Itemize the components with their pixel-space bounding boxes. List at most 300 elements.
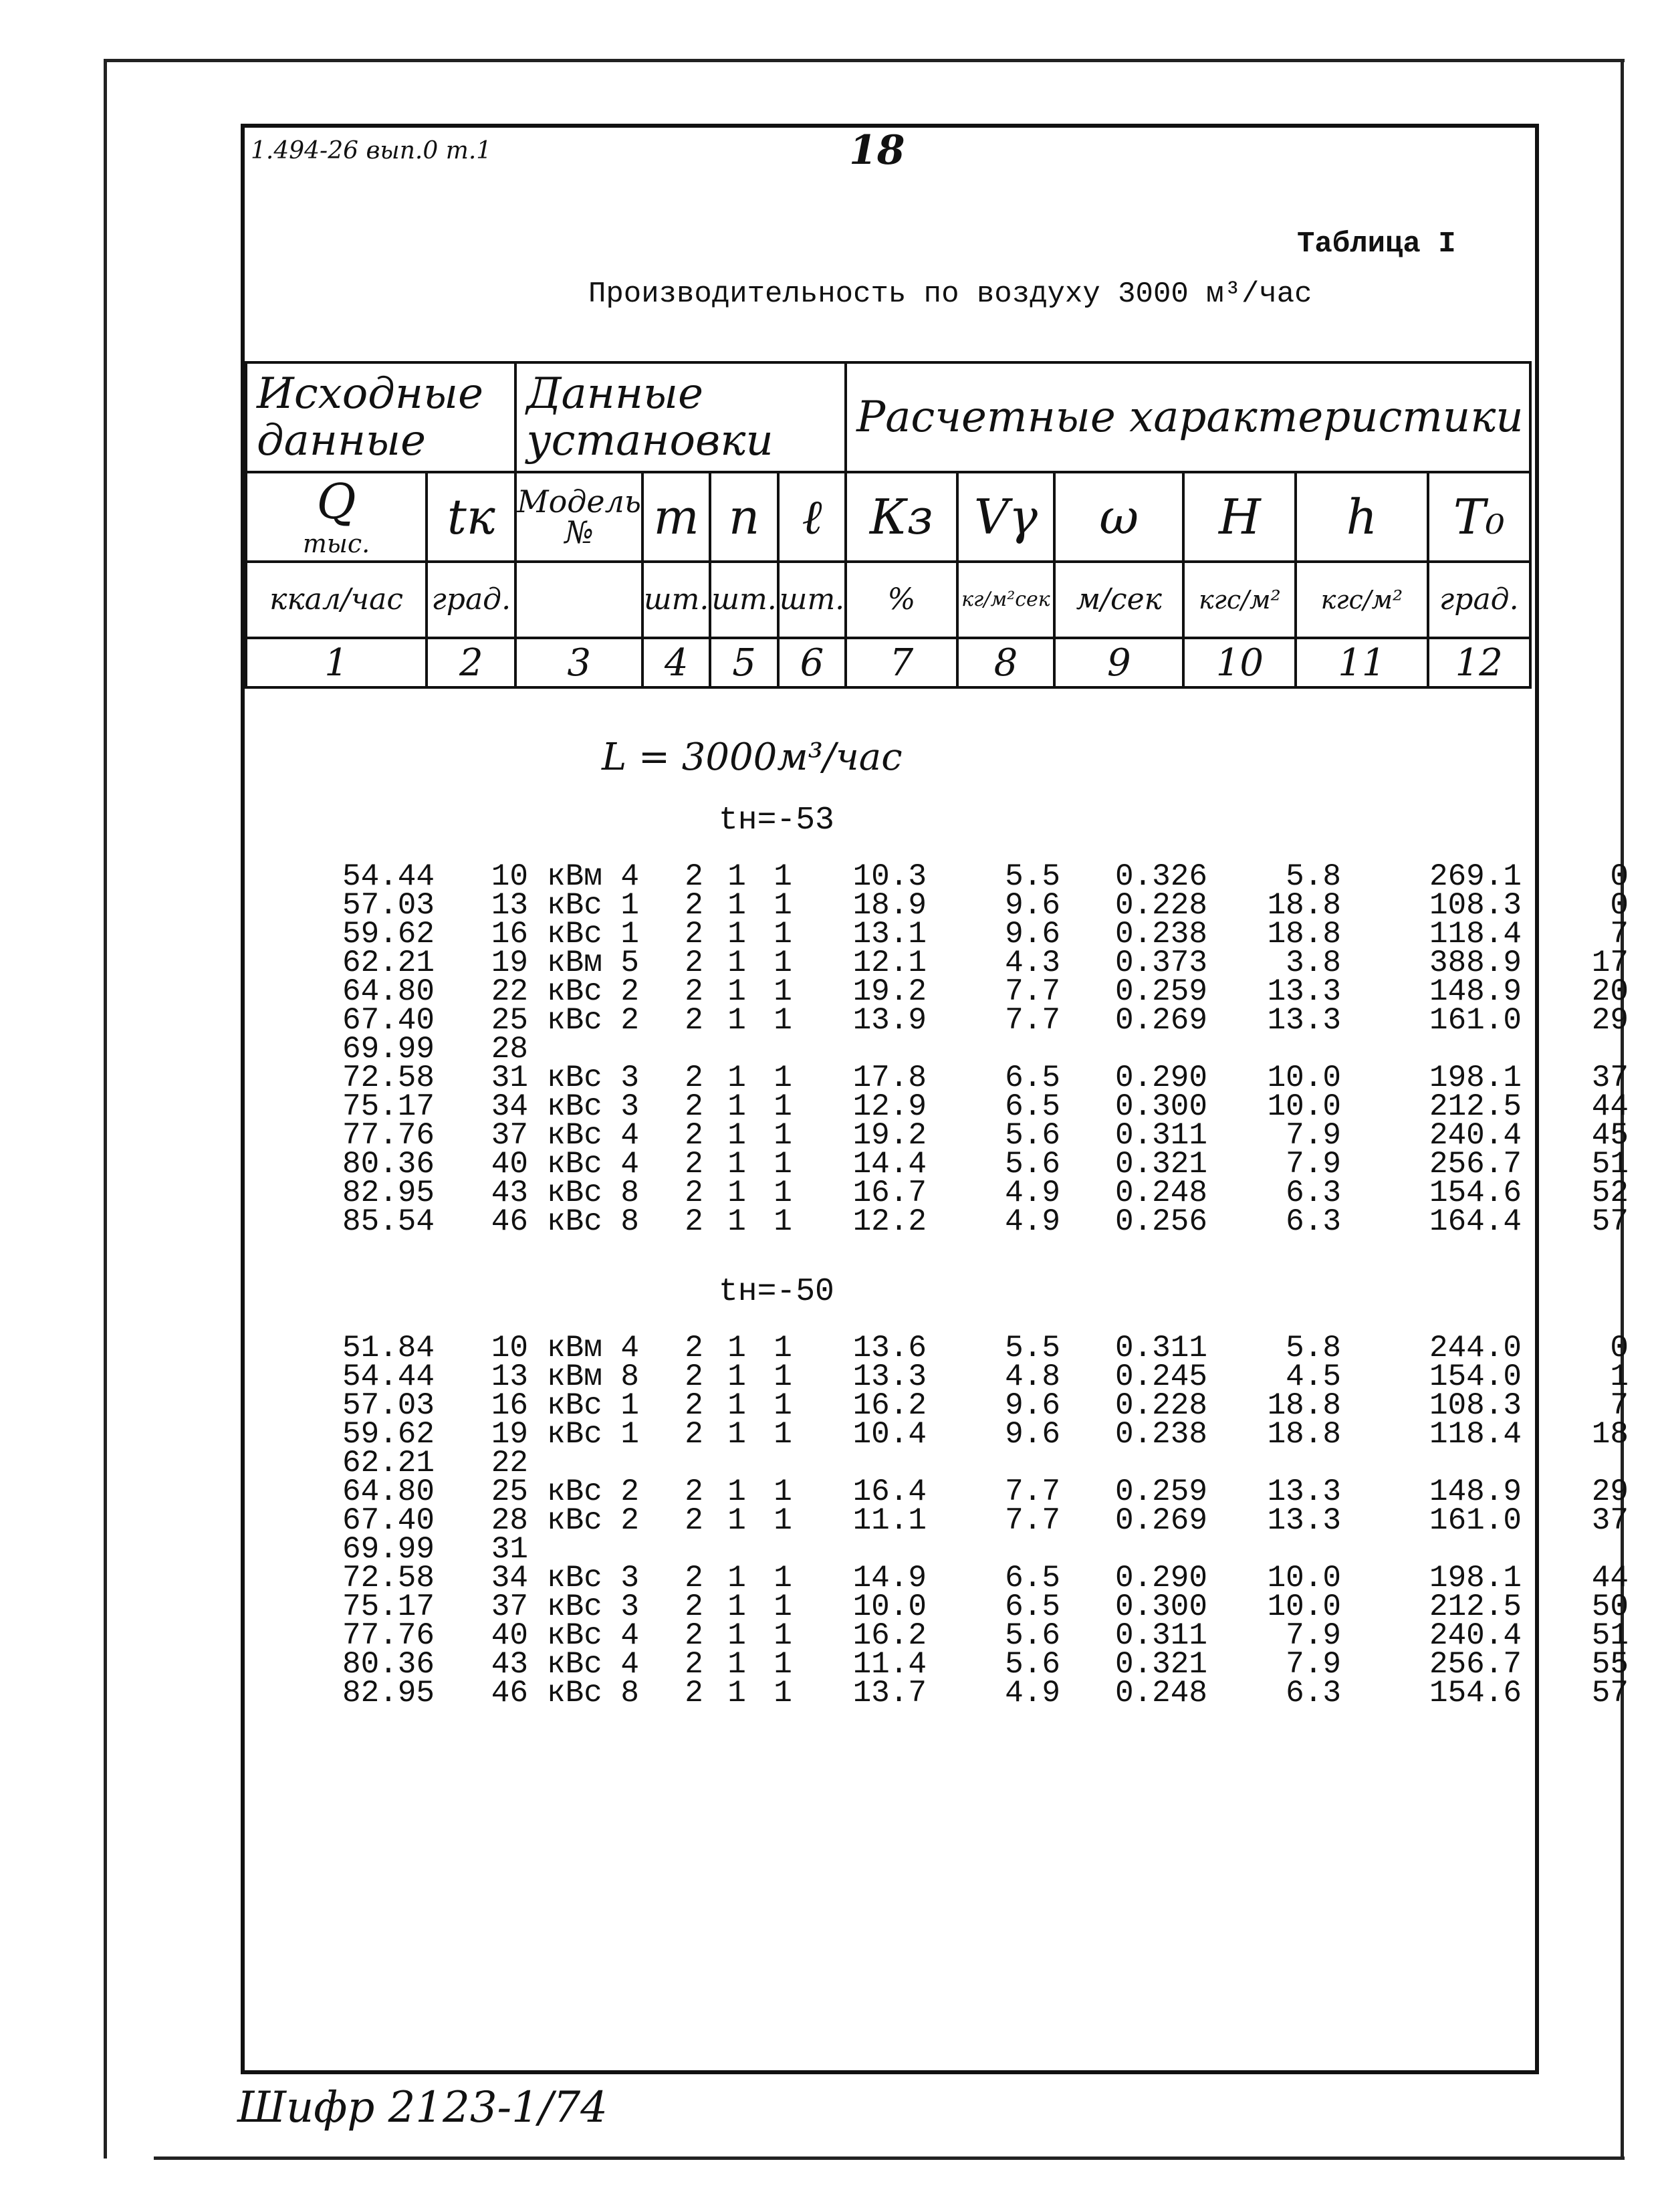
- table-cell: 1: [774, 1618, 792, 1653]
- table-cell: 1: [774, 1176, 792, 1210]
- table-cell: 10: [491, 859, 528, 894]
- table-cell: 9.6: [1005, 1388, 1060, 1423]
- table-row: [254, 1420, 1629, 1449]
- table-cell: 5.6: [1005, 1147, 1060, 1182]
- table-cell: 51: [1591, 1147, 1629, 1182]
- table-cell: 1: [774, 1061, 792, 1095]
- table-cell: 1: [727, 1204, 746, 1239]
- table-cell: кВс 4: [547, 1647, 640, 1682]
- table-cell: 1: [727, 1647, 746, 1682]
- table-cell: кВс 3: [547, 1089, 640, 1124]
- table-cell: 77.76: [342, 1618, 435, 1653]
- table-cell: кВс 2: [547, 1003, 640, 1038]
- table-cell: [1060, 1535, 1207, 1564]
- table-cell: 0.311: [1114, 1118, 1207, 1153]
- table-cell: 240.4: [1429, 1118, 1522, 1153]
- group-installation-data: Данные установки: [515, 362, 846, 472]
- table-cell: 7: [1610, 1388, 1629, 1423]
- table-cell: 13.7: [852, 1676, 927, 1710]
- col-unit-model: [515, 562, 642, 638]
- table-cell: 1: [774, 1147, 792, 1182]
- table-cell: 5.6: [1005, 1647, 1060, 1682]
- table-cell: 72.58: [342, 1561, 435, 1595]
- table-cell: 2: [685, 1474, 703, 1509]
- table-cell: [759, 1449, 806, 1478]
- col-number-1: 1: [246, 638, 427, 687]
- table-cell: 5.8: [1286, 859, 1341, 894]
- table-cell: 1: [727, 1676, 746, 1710]
- col-number-8: 8: [957, 638, 1054, 687]
- table-cell: [528, 1035, 674, 1064]
- section-title-50: tн=-50: [719, 1274, 834, 1310]
- table-cell: 62.21: [342, 1446, 435, 1480]
- table-cell: [759, 1535, 806, 1564]
- table-cell: кВс 2: [547, 1474, 640, 1509]
- page-number: 18: [849, 127, 905, 174]
- table-cell: 10.4: [852, 1417, 927, 1452]
- airflow-formula: L = 3000м³/час: [602, 736, 903, 779]
- table-cell: 1: [727, 946, 746, 980]
- table-cell: 10.3: [852, 859, 927, 894]
- col-number-2: 2: [427, 638, 515, 687]
- table-cell: 2: [685, 1359, 703, 1394]
- table-cell: 1: [727, 1388, 746, 1423]
- table-cell: 7.9: [1286, 1147, 1341, 1182]
- table-cell: 7.7: [1005, 1003, 1060, 1038]
- group-source-data: Исходные данные: [246, 362, 515, 472]
- table-cell: 5.8: [1286, 1331, 1341, 1365]
- table-cell: 7.9: [1286, 1618, 1341, 1653]
- table-cell: [806, 1449, 927, 1478]
- col-unit-q: ккал/час: [246, 562, 427, 638]
- table-cell: 37: [1591, 1061, 1629, 1095]
- table-cell: 6.3: [1286, 1176, 1341, 1210]
- table-cell: 7.7: [1005, 1474, 1060, 1509]
- table-cell: 80.36: [342, 1147, 435, 1182]
- table-cell: 67.40: [342, 1503, 435, 1538]
- table-cell: 0.245: [1114, 1359, 1207, 1394]
- table-cell: 388.9: [1429, 946, 1522, 980]
- table-cell: 154.6: [1429, 1176, 1522, 1210]
- table-cell: 0: [1610, 859, 1629, 894]
- table-cell: 17.8: [852, 1061, 927, 1095]
- table-cell: 118.4: [1429, 917, 1522, 952]
- table-cell: 82.95: [342, 1676, 435, 1710]
- table-cell: кВм 4: [547, 859, 640, 894]
- table-row: [254, 1650, 1629, 1679]
- table-cell: 3.8: [1286, 946, 1341, 980]
- table-cell: 2: [685, 946, 703, 980]
- table-cell: 1: [727, 917, 746, 952]
- col-unit-vg: кг/м²сек: [957, 562, 1054, 638]
- table-cell: 85.54: [342, 1204, 435, 1239]
- table-cell: 31: [491, 1061, 528, 1095]
- table-cell: 2: [685, 1061, 703, 1095]
- col-unit-h-upper: кгс/м²: [1183, 562, 1296, 638]
- table-cell: 198.1: [1429, 1561, 1522, 1595]
- table-cell: 13.3: [1267, 1503, 1341, 1538]
- table-cell: 0.326: [1114, 859, 1207, 894]
- table-cell: 9.6: [1005, 1417, 1060, 1452]
- table-cell: 2: [685, 1676, 703, 1710]
- table-cell: 10.0: [1267, 1589, 1341, 1624]
- table-cell: 7.9: [1286, 1118, 1341, 1153]
- table-cell: 13: [491, 1359, 528, 1394]
- table-cell: 50: [1591, 1589, 1629, 1624]
- table-cell: 1: [727, 1561, 746, 1595]
- table-cell: 80.36: [342, 1647, 435, 1682]
- table-cell: 19: [491, 1417, 528, 1452]
- table-cell: 1: [774, 1331, 792, 1365]
- table-cell: 16.2: [852, 1388, 927, 1423]
- table-cell: 16.2: [852, 1618, 927, 1653]
- table-cell: [806, 1035, 927, 1064]
- table-cell: 18.8: [1267, 1388, 1341, 1423]
- table-cell: [1341, 1449, 1522, 1478]
- table-row: [254, 1535, 1629, 1564]
- table-cell: 1: [727, 1417, 746, 1452]
- table-cell: 2: [685, 1204, 703, 1239]
- table-cell: 1: [774, 1003, 792, 1038]
- table-caption: Производительность по воздуху 3000 м³/час: [588, 278, 1312, 311]
- table-cell: 10.0: [1267, 1089, 1341, 1124]
- table-cell: 2: [685, 1589, 703, 1624]
- table-cell: 31: [491, 1532, 528, 1567]
- table-cell: 16: [491, 917, 528, 952]
- table-cell: 46: [491, 1204, 528, 1239]
- table-cell: кВм 8: [547, 1359, 640, 1394]
- col-symbol-h-upper: H: [1183, 472, 1296, 562]
- col-unit-h-lower: кгс/м²: [1296, 562, 1427, 638]
- table-cell: 2: [685, 1561, 703, 1595]
- table-cell: 1: [727, 1503, 746, 1538]
- table-cell: 5.6: [1005, 1618, 1060, 1653]
- table-cell: 5.5: [1005, 1331, 1060, 1365]
- table-row: [254, 1208, 1629, 1236]
- table-row: [254, 1006, 1629, 1035]
- table-cell: кВс 3: [547, 1561, 640, 1595]
- table-cell: 18: [1591, 1417, 1629, 1452]
- table-cell: 6.3: [1286, 1204, 1341, 1239]
- table-row: [254, 1064, 1629, 1093]
- table-row: [254, 949, 1629, 978]
- table-cell: 2: [685, 1331, 703, 1365]
- table-cell: 75.17: [342, 1589, 435, 1624]
- table-row: [254, 1392, 1629, 1420]
- col-symbol-n: n: [710, 472, 778, 562]
- table-cell: 7.7: [1005, 1503, 1060, 1538]
- table-cell: 0.373: [1114, 946, 1207, 980]
- table-row: [254, 978, 1629, 1006]
- col-number-7: 7: [846, 638, 957, 687]
- table-row: [254, 1334, 1629, 1363]
- table-cell: 28: [491, 1032, 528, 1067]
- table-cell: кВс 3: [547, 1061, 640, 1095]
- table-cell: 5.6: [1005, 1118, 1060, 1153]
- table-cell: 1: [727, 1061, 746, 1095]
- table-cell: 57.03: [342, 1388, 435, 1423]
- table-cell: 1: [774, 859, 792, 894]
- table-row: [254, 1679, 1629, 1708]
- table-cell: 19.2: [852, 974, 927, 1009]
- table-cell: 0: [1610, 1331, 1629, 1365]
- table-cell: 67.40: [342, 1003, 435, 1038]
- table-cell: 19: [491, 946, 528, 980]
- table-row: [254, 1449, 1629, 1478]
- table-cell: 256.7: [1429, 1647, 1522, 1682]
- table-cell: 1: [727, 859, 746, 894]
- table-cell: 2: [685, 1003, 703, 1038]
- table-row: [254, 891, 1629, 920]
- table-row: [254, 863, 1629, 891]
- group-calculated-characteristics: Расчетные характеристики: [846, 362, 1530, 472]
- table-cell: 7.7: [1005, 974, 1060, 1009]
- table-cell: 13.6: [852, 1331, 927, 1365]
- table-cell: 11.1: [852, 1503, 927, 1538]
- table-cell: 0.321: [1114, 1147, 1207, 1182]
- table-cell: 0.311: [1114, 1618, 1207, 1653]
- table-cell: 16.4: [852, 1474, 927, 1509]
- table-cell: 1: [727, 1359, 746, 1394]
- table-cell: 59.62: [342, 917, 435, 952]
- table-cell: 0.259: [1114, 1474, 1207, 1509]
- table-cell: 13.3: [1267, 974, 1341, 1009]
- table-cell: 2: [685, 1618, 703, 1653]
- table-cell: 148.9: [1429, 974, 1522, 1009]
- col-unit-omega: м/сек: [1054, 562, 1183, 638]
- col-symbol-model: Модель №: [515, 472, 642, 562]
- table-cell: 1: [774, 1118, 792, 1153]
- scan-border-top: [104, 59, 1625, 62]
- table-cell: 4.9: [1005, 1204, 1060, 1239]
- table-cell: [927, 1535, 1060, 1564]
- table-cell: 148.9: [1429, 1474, 1522, 1509]
- table-cell: 1: [774, 1503, 792, 1538]
- table-cell: 43: [491, 1176, 528, 1210]
- table-cell: 2: [685, 1089, 703, 1124]
- col-symbol-m: m: [642, 472, 710, 562]
- table-cell: 2: [685, 1503, 703, 1538]
- table-cell: 16: [491, 1388, 528, 1423]
- col-symbol-omega: ω: [1054, 472, 1183, 562]
- table-cell: 13: [491, 888, 528, 923]
- table-cell: 18.8: [1267, 888, 1341, 923]
- table-cell: [1522, 1449, 1629, 1478]
- table-cell: 0.238: [1114, 1417, 1207, 1452]
- table-cell: кВс 1: [547, 1417, 640, 1452]
- table-cell: 13.3: [852, 1359, 927, 1394]
- col-unit-n: шт.: [710, 562, 778, 638]
- table-cell: 69.99: [342, 1032, 435, 1067]
- table-cell: кВс 8: [547, 1204, 640, 1239]
- data-table-section-50: [254, 1331, 1629, 1710]
- table-cell: [1341, 1535, 1522, 1564]
- table-cell: [528, 1449, 674, 1478]
- table-cell: 0.248: [1114, 1676, 1207, 1710]
- table-cell: [1341, 1035, 1522, 1064]
- table-cell: 2: [685, 974, 703, 1009]
- table-cell: 37: [491, 1589, 528, 1624]
- table-cell: 10.0: [1267, 1561, 1341, 1595]
- table-cell: 34: [491, 1089, 528, 1124]
- table-cell: 18.9: [852, 888, 927, 923]
- table-cell: 72.58: [342, 1061, 435, 1095]
- table-cell: [714, 1449, 759, 1478]
- table-cell: 269.1: [1429, 859, 1522, 894]
- table-cell: 13.3: [1267, 1474, 1341, 1509]
- table-cell: 212.5: [1429, 1089, 1522, 1124]
- table-cell: 0.269: [1114, 1003, 1207, 1038]
- table-cell: 16.7: [852, 1176, 927, 1210]
- table-cell: кВс 2: [547, 1503, 640, 1538]
- table-cell: 0.228: [1114, 1388, 1207, 1423]
- table-cell: 34: [491, 1561, 528, 1595]
- table-cell: кВс 4: [547, 1118, 640, 1153]
- table-cell: 6.5: [1005, 1061, 1060, 1095]
- table-cell: 55: [1591, 1647, 1629, 1682]
- table-cell: 2: [685, 1417, 703, 1452]
- table-cell: 1: [727, 1474, 746, 1509]
- table-cell: 11.4: [852, 1647, 927, 1682]
- table-cell: 0.248: [1114, 1176, 1207, 1210]
- table-cell: кВс 4: [547, 1147, 640, 1182]
- table-cell: 9.6: [1005, 888, 1060, 923]
- table-cell: 40: [491, 1147, 528, 1182]
- table-cell: 1: [774, 1359, 792, 1394]
- table-cell: 1: [727, 888, 746, 923]
- col-number-9: 9: [1054, 638, 1183, 687]
- table-cell: кВс 8: [547, 1676, 640, 1710]
- table-cell: 37: [1591, 1503, 1629, 1538]
- table-cell: 256.7: [1429, 1147, 1522, 1182]
- table-cell: 161.0: [1429, 1503, 1522, 1538]
- table-cell: 0.259: [1114, 974, 1207, 1009]
- table-cell: 64.80: [342, 1474, 435, 1509]
- table-cell: 12.2: [852, 1204, 927, 1239]
- table-cell: 14.4: [852, 1147, 927, 1182]
- table-cell: 44: [1591, 1089, 1629, 1124]
- table-row: [254, 1564, 1629, 1593]
- table-cell: 18.8: [1267, 917, 1341, 952]
- table-cell: 10.0: [1267, 1061, 1341, 1095]
- table-cell: [1522, 1535, 1629, 1564]
- table-cell: 0.321: [1114, 1647, 1207, 1682]
- table-row: [254, 1121, 1629, 1150]
- table-row: [254, 1035, 1629, 1064]
- table-cell: кВс 1: [547, 1388, 640, 1423]
- table-cell: 6.5: [1005, 1089, 1060, 1124]
- table-cell: 7: [1610, 917, 1629, 952]
- table-cell: 1: [774, 1388, 792, 1423]
- table-cell: 62.21: [342, 946, 435, 980]
- table-cell: 51: [1591, 1618, 1629, 1653]
- table-cell: 17: [1591, 946, 1629, 980]
- table-cell: 4.3: [1005, 946, 1060, 980]
- table-cell: 4.9: [1005, 1676, 1060, 1710]
- table-cell: 212.5: [1429, 1589, 1522, 1624]
- table-cell: 29: [1591, 1474, 1629, 1509]
- table-row: [254, 1622, 1629, 1650]
- data-table-section-53: [254, 859, 1629, 1239]
- col-unit-l: шт.: [778, 562, 846, 638]
- table-cell: кВс 2: [547, 974, 640, 1009]
- table-row: [254, 1093, 1629, 1121]
- col-number-6: 6: [778, 638, 846, 687]
- table-cell: 22: [491, 1446, 528, 1480]
- table-cell: 1: [727, 1176, 746, 1210]
- table-cell: [1207, 1035, 1341, 1064]
- table-row: [254, 1363, 1629, 1392]
- table-row: [254, 1150, 1629, 1179]
- table-header: [245, 361, 1532, 689]
- table-cell: 4.5: [1286, 1359, 1341, 1394]
- table-cell: [927, 1449, 1060, 1478]
- table-cell: [759, 1035, 806, 1064]
- table-cell: 18.8: [1267, 1417, 1341, 1452]
- table-cell: 37: [491, 1118, 528, 1153]
- scan-border-bottom: [154, 2156, 1625, 2160]
- table-cell: 1: [727, 1589, 746, 1624]
- table-cell: кВм 4: [547, 1331, 640, 1365]
- table-cell: 12.1: [852, 946, 927, 980]
- table-cell: 7.9: [1286, 1647, 1341, 1682]
- table-cell: 198.1: [1429, 1061, 1522, 1095]
- table-cell: 75.17: [342, 1089, 435, 1124]
- table-cell: 240.4: [1429, 1618, 1522, 1653]
- table-cell: 0.228: [1114, 888, 1207, 923]
- table-cell: 1: [1610, 1359, 1629, 1394]
- table-cell: [1207, 1535, 1341, 1564]
- table-row: [254, 920, 1629, 949]
- table-cell: 1: [727, 1618, 746, 1653]
- table-cell: кВс 4: [547, 1618, 640, 1653]
- table-cell: [927, 1035, 1060, 1064]
- table-cell: 2: [685, 1388, 703, 1423]
- col-symbol-t0: T₀: [1428, 472, 1530, 562]
- col-number-4: 4: [642, 638, 710, 687]
- table-cell: [714, 1035, 759, 1064]
- table-cell: 19.2: [852, 1118, 927, 1153]
- table-cell: 13.9: [852, 1003, 927, 1038]
- table-cell: 64.80: [342, 974, 435, 1009]
- table-cell: 6.5: [1005, 1589, 1060, 1624]
- table-cell: 29: [1591, 1003, 1629, 1038]
- table-cell: 57: [1591, 1204, 1629, 1239]
- table-cell: [528, 1535, 674, 1564]
- col-number-10: 10: [1183, 638, 1296, 687]
- table-cell: кВс 3: [547, 1589, 640, 1624]
- table-label: Таблица I: [1297, 227, 1456, 261]
- table-cell: 2: [685, 859, 703, 894]
- section-title-53: tн=-53: [719, 802, 834, 839]
- table-cell: 22: [491, 974, 528, 1009]
- table-cell: [674, 1035, 714, 1064]
- table-cell: 1: [774, 946, 792, 980]
- table-cell: 244.0: [1429, 1331, 1522, 1365]
- col-symbol-q: Q тыс.: [246, 472, 427, 562]
- col-number-5: 5: [710, 638, 778, 687]
- table-cell: 12.9: [852, 1089, 927, 1124]
- table-cell: 69.99: [342, 1532, 435, 1567]
- table-cell: 1: [774, 1561, 792, 1595]
- table-cell: 77.76: [342, 1118, 435, 1153]
- table-cell: 28: [491, 1503, 528, 1538]
- table-cell: [1060, 1449, 1207, 1478]
- table-cell: 46: [491, 1676, 528, 1710]
- table-cell: [1060, 1035, 1207, 1064]
- table-cell: 13.1: [852, 917, 927, 952]
- table-cell: 1: [727, 1147, 746, 1182]
